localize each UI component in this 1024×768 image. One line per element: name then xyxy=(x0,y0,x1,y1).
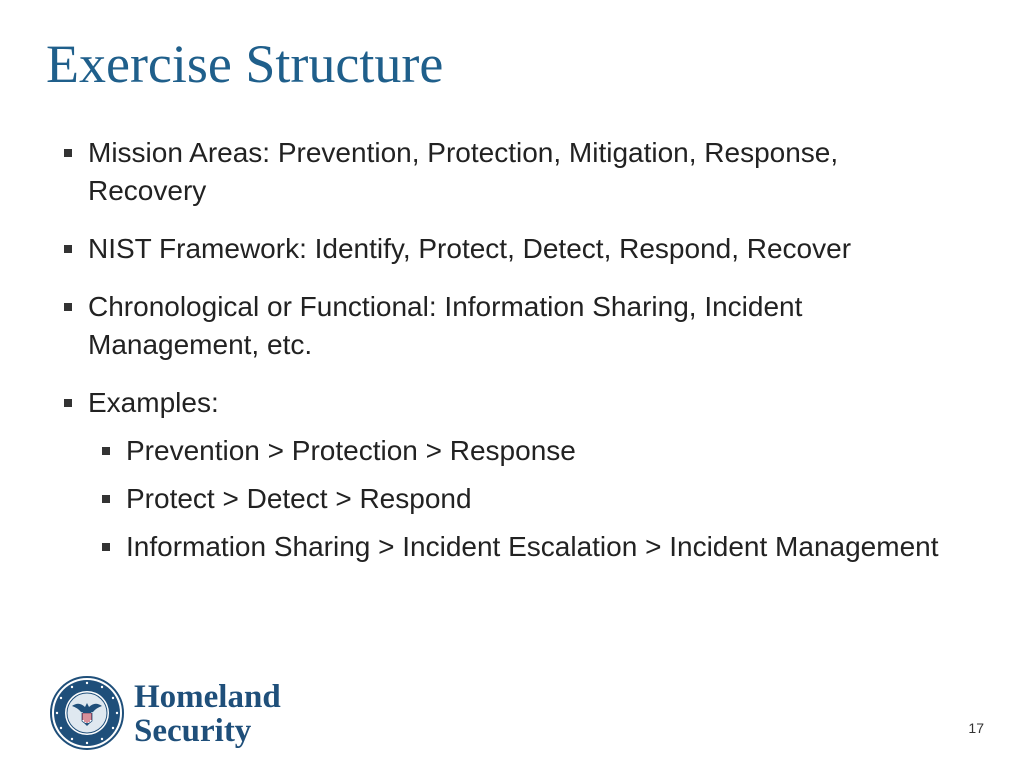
slide-title: Exercise Structure xyxy=(46,34,444,94)
sub-bullet-text: Prevention > Protection > Response xyxy=(126,435,576,466)
square-bullet-icon xyxy=(102,447,110,455)
bullet-text: Examples: xyxy=(88,387,219,418)
dhs-seal-icon xyxy=(50,676,124,750)
sub-bullet-text: Information Sharing > Incident Escalation > Incident Management xyxy=(126,531,939,562)
bullet-text: NIST Framework: Identify, Protect, Detect, Respond, Recover xyxy=(88,233,852,264)
logo-wordmark xyxy=(134,680,281,748)
square-bullet-icon xyxy=(64,245,72,253)
page-number: 17 xyxy=(968,720,984,736)
bullet-item xyxy=(60,288,960,364)
square-bullet-icon xyxy=(102,543,110,551)
square-bullet-icon xyxy=(64,303,72,311)
sub-bullet-item xyxy=(88,432,960,470)
bullet-list xyxy=(60,134,960,576)
bullet-text: Mission Areas: Prevention, Protection, Mitigation, Response, Recovery xyxy=(88,137,839,206)
sub-bullet-text: Protect > Detect > Respond xyxy=(126,483,472,514)
bullet-item xyxy=(60,230,960,268)
square-bullet-icon xyxy=(64,149,72,157)
sub-bullet-item xyxy=(88,480,960,518)
sub-bullet-item xyxy=(88,528,960,566)
sub-bullet-list xyxy=(88,432,960,566)
bullet-item xyxy=(60,134,960,210)
bullet-item xyxy=(60,384,960,566)
square-bullet-icon xyxy=(64,399,72,407)
bullet-text: Chronological or Functional: Information Sharing, Incident Management, etc. xyxy=(88,291,803,360)
dhs-logo xyxy=(50,676,310,752)
square-bullet-icon xyxy=(102,495,110,503)
logo-line-security: Security xyxy=(134,713,252,749)
logo-line-homeland: Homeland xyxy=(134,679,281,715)
